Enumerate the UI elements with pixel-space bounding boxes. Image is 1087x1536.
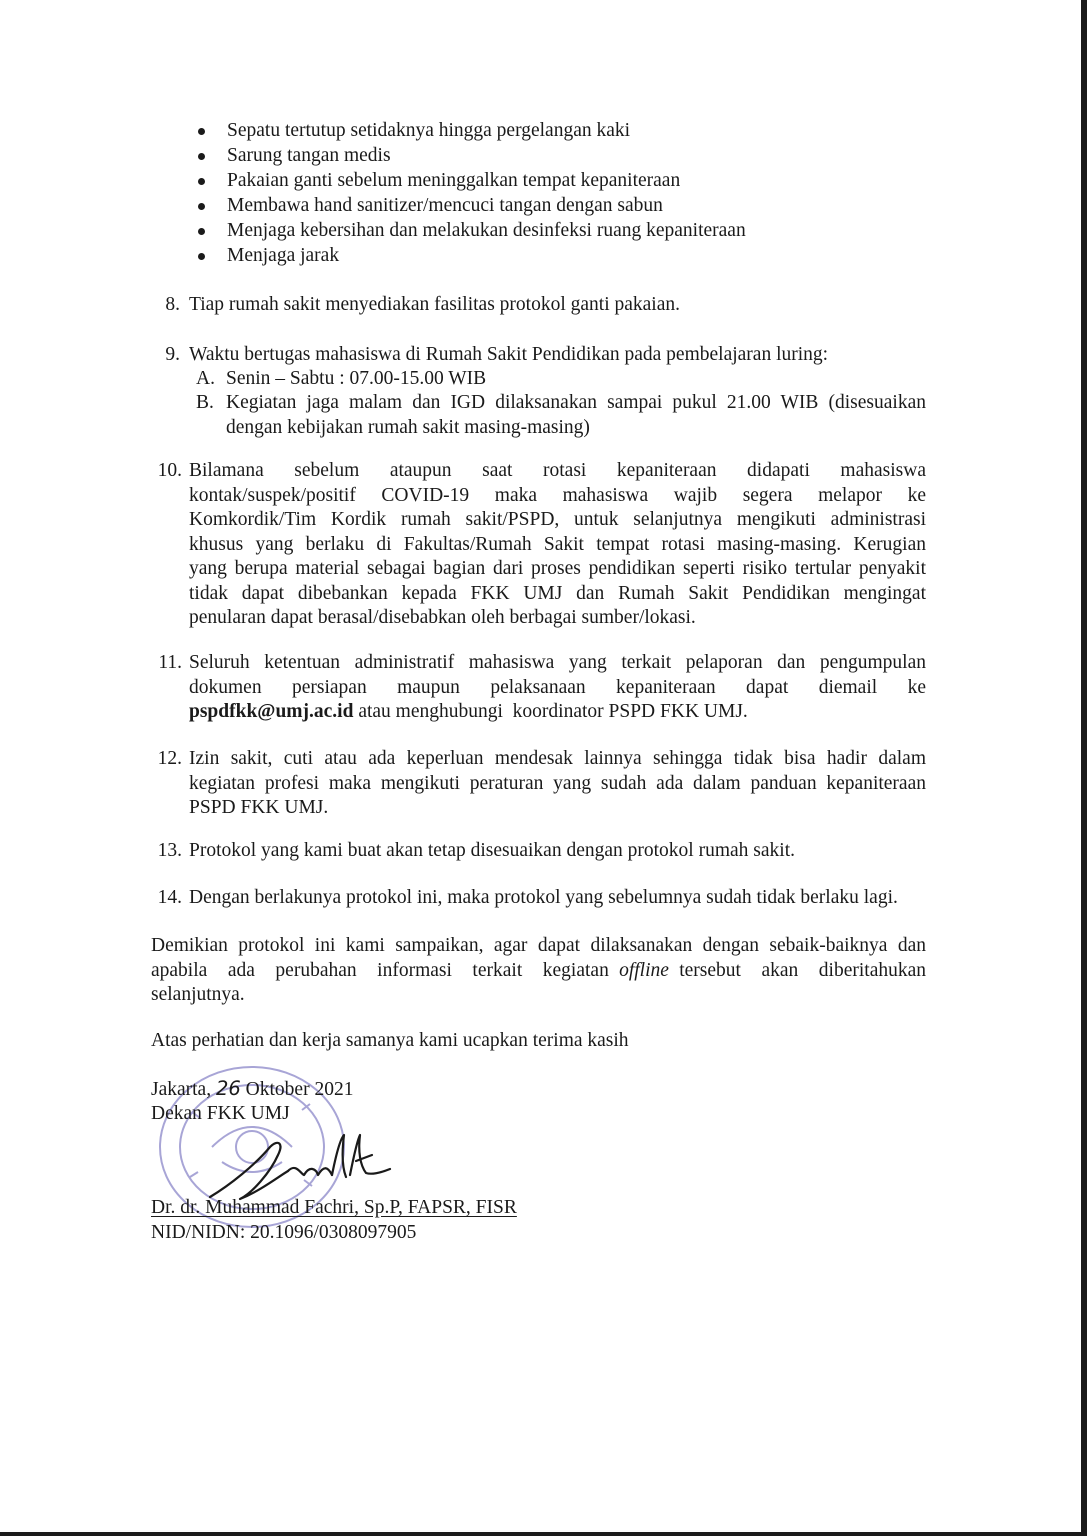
contact-email[interactable]: pspdfkk@umj.ac.id [189, 701, 354, 722]
sub-item-text: dengan kebijakan rumah sakit masing-masing) [226, 416, 590, 438]
bullet-item: Pakaian ganti sebelum meninggalkan tempat kepaniteraan [195, 169, 746, 194]
item-text-line: Seluruh ketentuan administratif mahasiswa yang terkait pelaporan dan pengumpulan [189, 652, 926, 673]
scan-edge-right [1081, 0, 1087, 1536]
closing-line: selanjutnya. [151, 984, 245, 1005]
item-text-line: penularan dapat berasal/disebabkan oleh berbagai sumber/lokasi. [189, 607, 696, 628]
closing-paragraph [151, 934, 926, 1008]
bullet-item: Membawa hand sanitizer/mencuci tangan dengan sabun [195, 194, 746, 219]
sub-item-text: Kegiatan jaga malam dan IGD dilaksanakan sampai pukul 21.00 WIB (disesuaikan [226, 392, 926, 413]
item-text-line: kontak/suspek/positif COVID-19 maka mahasiswa wajib segera melapor ke [189, 484, 926, 506]
item-text-line: kegiatan profesi maka mengikuti peraturan yang sudah ada dalam panduan kepaniteraan [189, 772, 926, 794]
signatory-nidn: NID/NIDN: 20.1096/0308097905 [151, 1221, 417, 1243]
item-number: 11. [158, 652, 182, 673]
offline-term: offline [619, 959, 669, 981]
item-text: Dengan berlakunya protokol ini, maka protokol yang sebelumnya sudah tidak berlaku lagi. [189, 887, 898, 908]
item-text-line: Komkordik/Tim Kordik rumah sakit/PSPD, untuk selanjutnya mengikuti administrasi [189, 509, 926, 530]
item-number: 8. [165, 294, 180, 315]
signature-block [151, 1077, 353, 1126]
sub-item-label: B. [196, 392, 214, 413]
bullet-item: Menjaga kebersihan dan melakukan desinfeksi ruang kepaniteraan [195, 219, 746, 244]
item-number: 10. [157, 460, 182, 481]
item-number: 14. [157, 887, 182, 908]
item-text-line: yang berupa material sebagai bagian dari proses pendidikan seperti risiko tertular penyakit [189, 558, 926, 579]
sign-place: Jakarta, [151, 1079, 216, 1100]
item-number: 9. [165, 344, 180, 365]
item-text-line: dokumen persiapan maupun pelaksanaan kepaniteraan dapat diemail ke [189, 676, 926, 698]
item-text: Tiap rumah sakit menyediakan fasilitas protokol ganti pakaian. [189, 294, 681, 315]
sign-date-line [151, 1077, 353, 1102]
item-text-line: Bilamana sebelum ataupun saat rotasi kepaniteraan didapati mahasiswa [189, 460, 926, 481]
scan-edge-bottom [0, 1532, 1087, 1536]
item-text-line: Izin sakit, cuti atau ada keperluan mendesak lainnya sehingga tidak bisa hadir dalam [189, 748, 926, 769]
item-number: 13. [157, 840, 182, 861]
item-text-line: khusus yang berlaku di Fakultas/Rumah Sakit tempat rotasi masing-masing. Kerugian [189, 533, 926, 555]
item-text: Protokol yang kami buat akan tetap disesuaikan dengan protokol rumah sakit. [189, 840, 795, 861]
sign-title: Dekan FKK UMJ [151, 1102, 290, 1124]
ppe-bullet-list [195, 119, 746, 269]
closing-fragment: tersebut akan diberitahukan [668, 959, 926, 981]
closing-line: Demikian protokol ini kami sampaikan, agar dapat dilaksanakan dengan sebaik-baiknya dan [151, 935, 926, 956]
item-text-fragment: atau menghubungi koordinator PSPD FKK UMJ. [353, 701, 748, 722]
thanks-line [151, 1029, 926, 1054]
item-text-line: PSPD FKK UMJ. [189, 797, 329, 818]
item-number: 12. [157, 748, 182, 769]
sign-month-year: Oktober 2021 [240, 1079, 354, 1100]
signatory-name: Dr. dr. Muhammad Fachri, Sp.P, FAPSR, FISR [151, 1197, 517, 1218]
bullet-item: Sepatu tertutup setidaknya hingga pergelangan kaki [195, 119, 746, 144]
closing-fragment: apabila ada perubahan informasi terkait kegiatan [151, 959, 620, 981]
thanks-text: Atas perhatian dan kerja samanya kami ucapkan terima kasih [151, 1030, 629, 1051]
sign-day-handwritten: 26 [215, 1077, 241, 1100]
bullet-item: Sarung tangan medis [195, 144, 746, 169]
closing-line [151, 959, 926, 984]
sub-item-label: A. [196, 368, 215, 389]
item-text-line [189, 700, 926, 725]
item-text: Waktu bertugas mahasiswa di Rumah Sakit Pendidikan pada pembelajaran luring: [189, 344, 829, 365]
signatory-block [151, 1196, 517, 1245]
sub-item-text: Senin – Sabtu : 07.00-15.00 WIB [226, 368, 487, 389]
item-text-line: tidak dapat dibebankan kepada FKK UMJ dan Rumah Sakit Pendidikan mengingat [189, 582, 926, 604]
bullet-item: Menjaga jarak [195, 244, 746, 269]
